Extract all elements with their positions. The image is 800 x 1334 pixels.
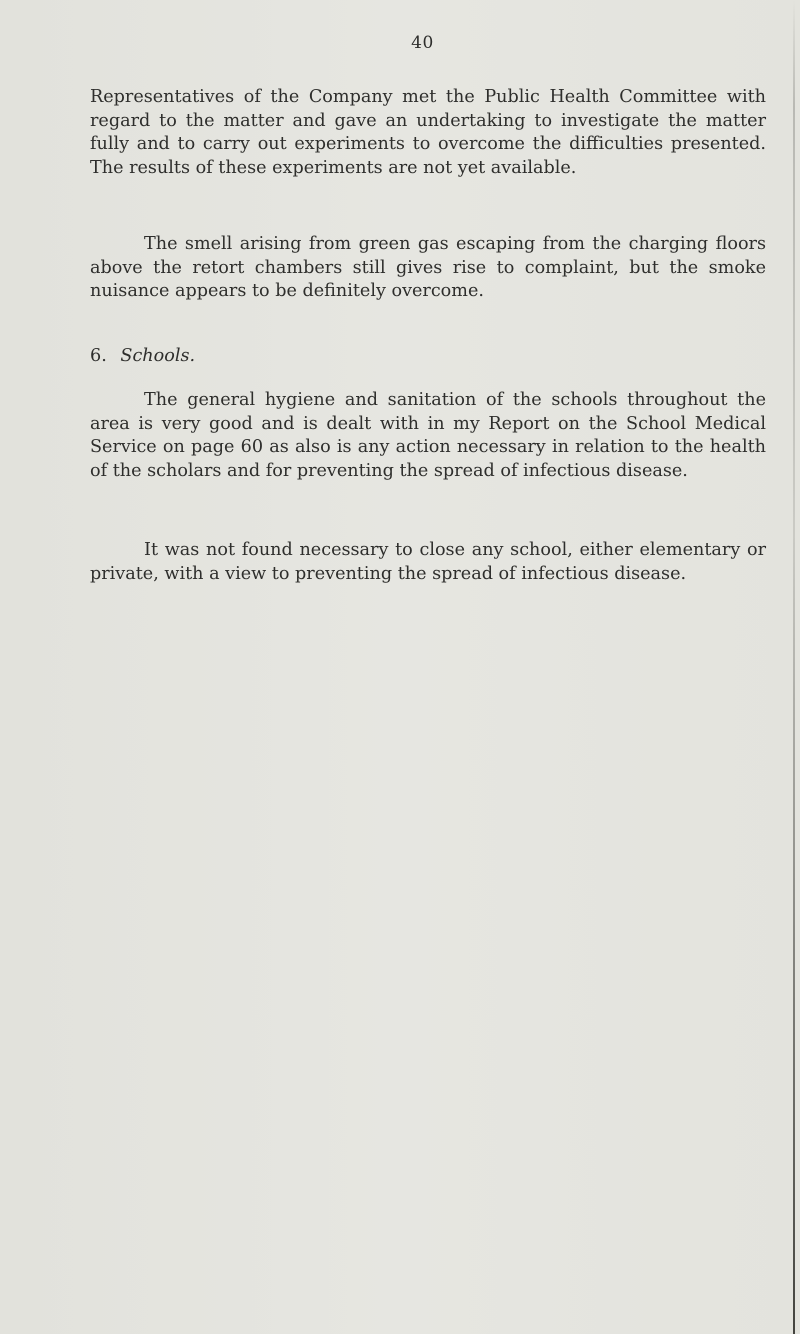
page-number: 40 xyxy=(411,33,434,53)
paragraph-close-school: It was not found necessary to close any school, either elementary or private, with a view to preventing the spread of infectious disease. xyxy=(90,540,766,584)
section-number: 6. xyxy=(90,346,107,366)
paragraph-hygiene: The general hygiene and sanitation of the schools throughout the area is very good and is dealt with in my Report on the School Medical Service on page 60 as also is any action necessary in relation to the health of the scholars and for preventing the spread of infectious disease. xyxy=(90,390,766,481)
section-title: Schools. xyxy=(120,346,196,366)
paragraph-smell: The smell arising from green gas escaping from the charging floors above the retort chambers still gives rise to complaint, but the smoke nuisance appears to be definitely overcome. xyxy=(90,234,766,301)
paragraph-representatives: Representatives of the Company met the Public Health Committee with regard to the matter and gave an undertaking to investigate the matter fully and to carry out experiments to overcome the difficulties presented. The results of these experiments are not yet available. xyxy=(90,87,766,178)
section-heading xyxy=(90,345,195,369)
page-edge-shadow xyxy=(793,0,795,1334)
